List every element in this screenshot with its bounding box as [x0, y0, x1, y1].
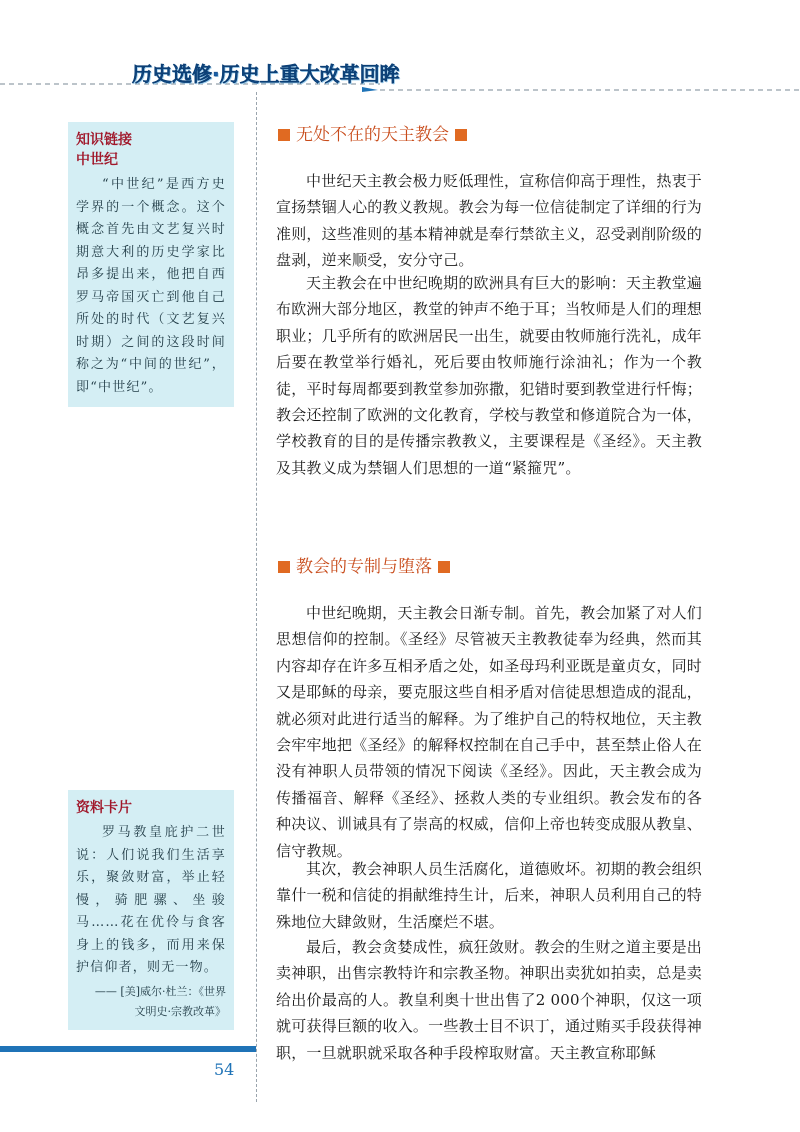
arrow-icon [362, 87, 378, 92]
paragraph: 最后，教会贪婪成性，疯狂敛财。教会的生财之道主要是出卖神职，出售宗教特许和宗教圣物。神职出卖犹如拍卖，总是卖给出价最高的人。教皇利奥十世出售了2 000个神职，仅这一项就可获得巨额的收入。一些教士目不识丁，通过贿买手段获得神职，一旦就职就采取各种手段榨取财富。天主教宣称耶稣 [276, 938, 702, 1062]
knowledge-link-label: 知识链接 [76, 132, 132, 148]
section-heading-text: 无处不在的天主教会 [296, 125, 449, 145]
data-card-box [68, 790, 234, 1030]
data-card-text: 罗马教皇庇护二世说：人们说我们生活享乐，聚敛财富，举止轻慢，骑肥骡、坐骏马……花在优伶与食客身上的钱多，而用来保护信仰者，则无一物。 [76, 825, 226, 975]
knowledge-link-text: “中世纪”是西方史学界的一个概念。这个概念首先由文艺复兴时期意大利的历史学家比昂多提出来，他把自西罗马帝国灭亡到他自己所处的时代（文艺复兴时期）之间的这段时间称之为“中间的世纪”，即“中世纪”。 [76, 177, 226, 395]
page-number: 54 [214, 1060, 235, 1079]
header-title: 历史选修·历史上重大改革回眸 [132, 62, 400, 86]
square-bullet-icon [278, 129, 290, 141]
header-decoration [0, 0, 800, 100]
square-bullet-icon [438, 561, 450, 573]
page-header [0, 0, 800, 100]
data-card-label: 资料卡片 [76, 800, 132, 816]
section-heading-2 [278, 552, 450, 577]
knowledge-link-box [68, 122, 234, 407]
paragraph: 其次，教会神职人员生活腐化，道德败坏。初期的教会组织靠什一税和信徒的捐献维持生计，后来，神职人员利用自己的特殊地位大肆敛财，生活糜烂不堪。 [276, 860, 702, 931]
data-card-source-line1: —— [美]威尔·杜兰：《世界 [94, 984, 226, 998]
paragraph: 中世纪天主教会极力贬低理性，宣称信仰高于理性，热衷于宣扬禁锢人心的教义教规。教会为每一位信徒制定了详细的行为准则，这些准则的基本精神就是奉行禁欲主义，忍受剥削阶级的盘剥，逆来顺受，安分守己。 [276, 172, 702, 270]
section-heading-1 [278, 120, 467, 145]
column-divider [256, 92, 257, 1102]
square-bullet-icon [455, 129, 467, 141]
square-bullet-icon [278, 561, 290, 573]
footer-bar [0, 1046, 256, 1052]
knowledge-link-subtitle: 中世纪 [76, 152, 118, 168]
paragraph: 中世纪晚期，天主教会日渐专制。首先，教会加紧了对人们思想信仰的控制。《圣经》尽管被天主教教徒奉为经典，然而其内容却存在许多互相矛盾之处，如圣母玛利亚既是童贞女，同时又是耶稣的母亲，要克服这些自相矛盾对信徒思想造成的混乱，就必须对此进行适当的解释。为了维护自己的特权地位，天主教会牢牢地把《圣经》的解释权控制在自己手中，甚至禁止俗人在没有神职人员带领的情况下阅读《圣经》。因此，天主教会成为传播福音、解释《圣经》、拯救人类的专业组织。教会发布的各种决议、训诫具有了崇高的权威，信仰上帝也转变成服从教皇、信守教规。 [276, 604, 702, 860]
data-card-source-line2: 文明史·宗教改革》 [134, 1004, 226, 1018]
data-card-source [76, 982, 226, 1022]
paragraph: 天主教会在中世纪晚期的欧洲具有巨大的影响：天主教堂遍布欧洲大部分地区，教堂的钟声不绝于耳；当牧师是人们的理想职业；几乎所有的欧洲居民一出生，就要由牧师施行洗礼，成年后要在教堂举行婚礼，死后要由牧师施行涂油礼；作为一个教徒，平时每周都要到教堂参加弥撒，犯错时要到教堂进行忏悔；教会还控制了欧洲的文化教育，学校与教堂和修道院合为一体，学校教育的目的是传播宗教教义，主要课程是《圣经》。天主教及其教义成为禁锢人们思想的一道“紧箍咒”。 [276, 274, 702, 477]
section-heading-text: 教会的专制与堕落 [296, 557, 432, 577]
